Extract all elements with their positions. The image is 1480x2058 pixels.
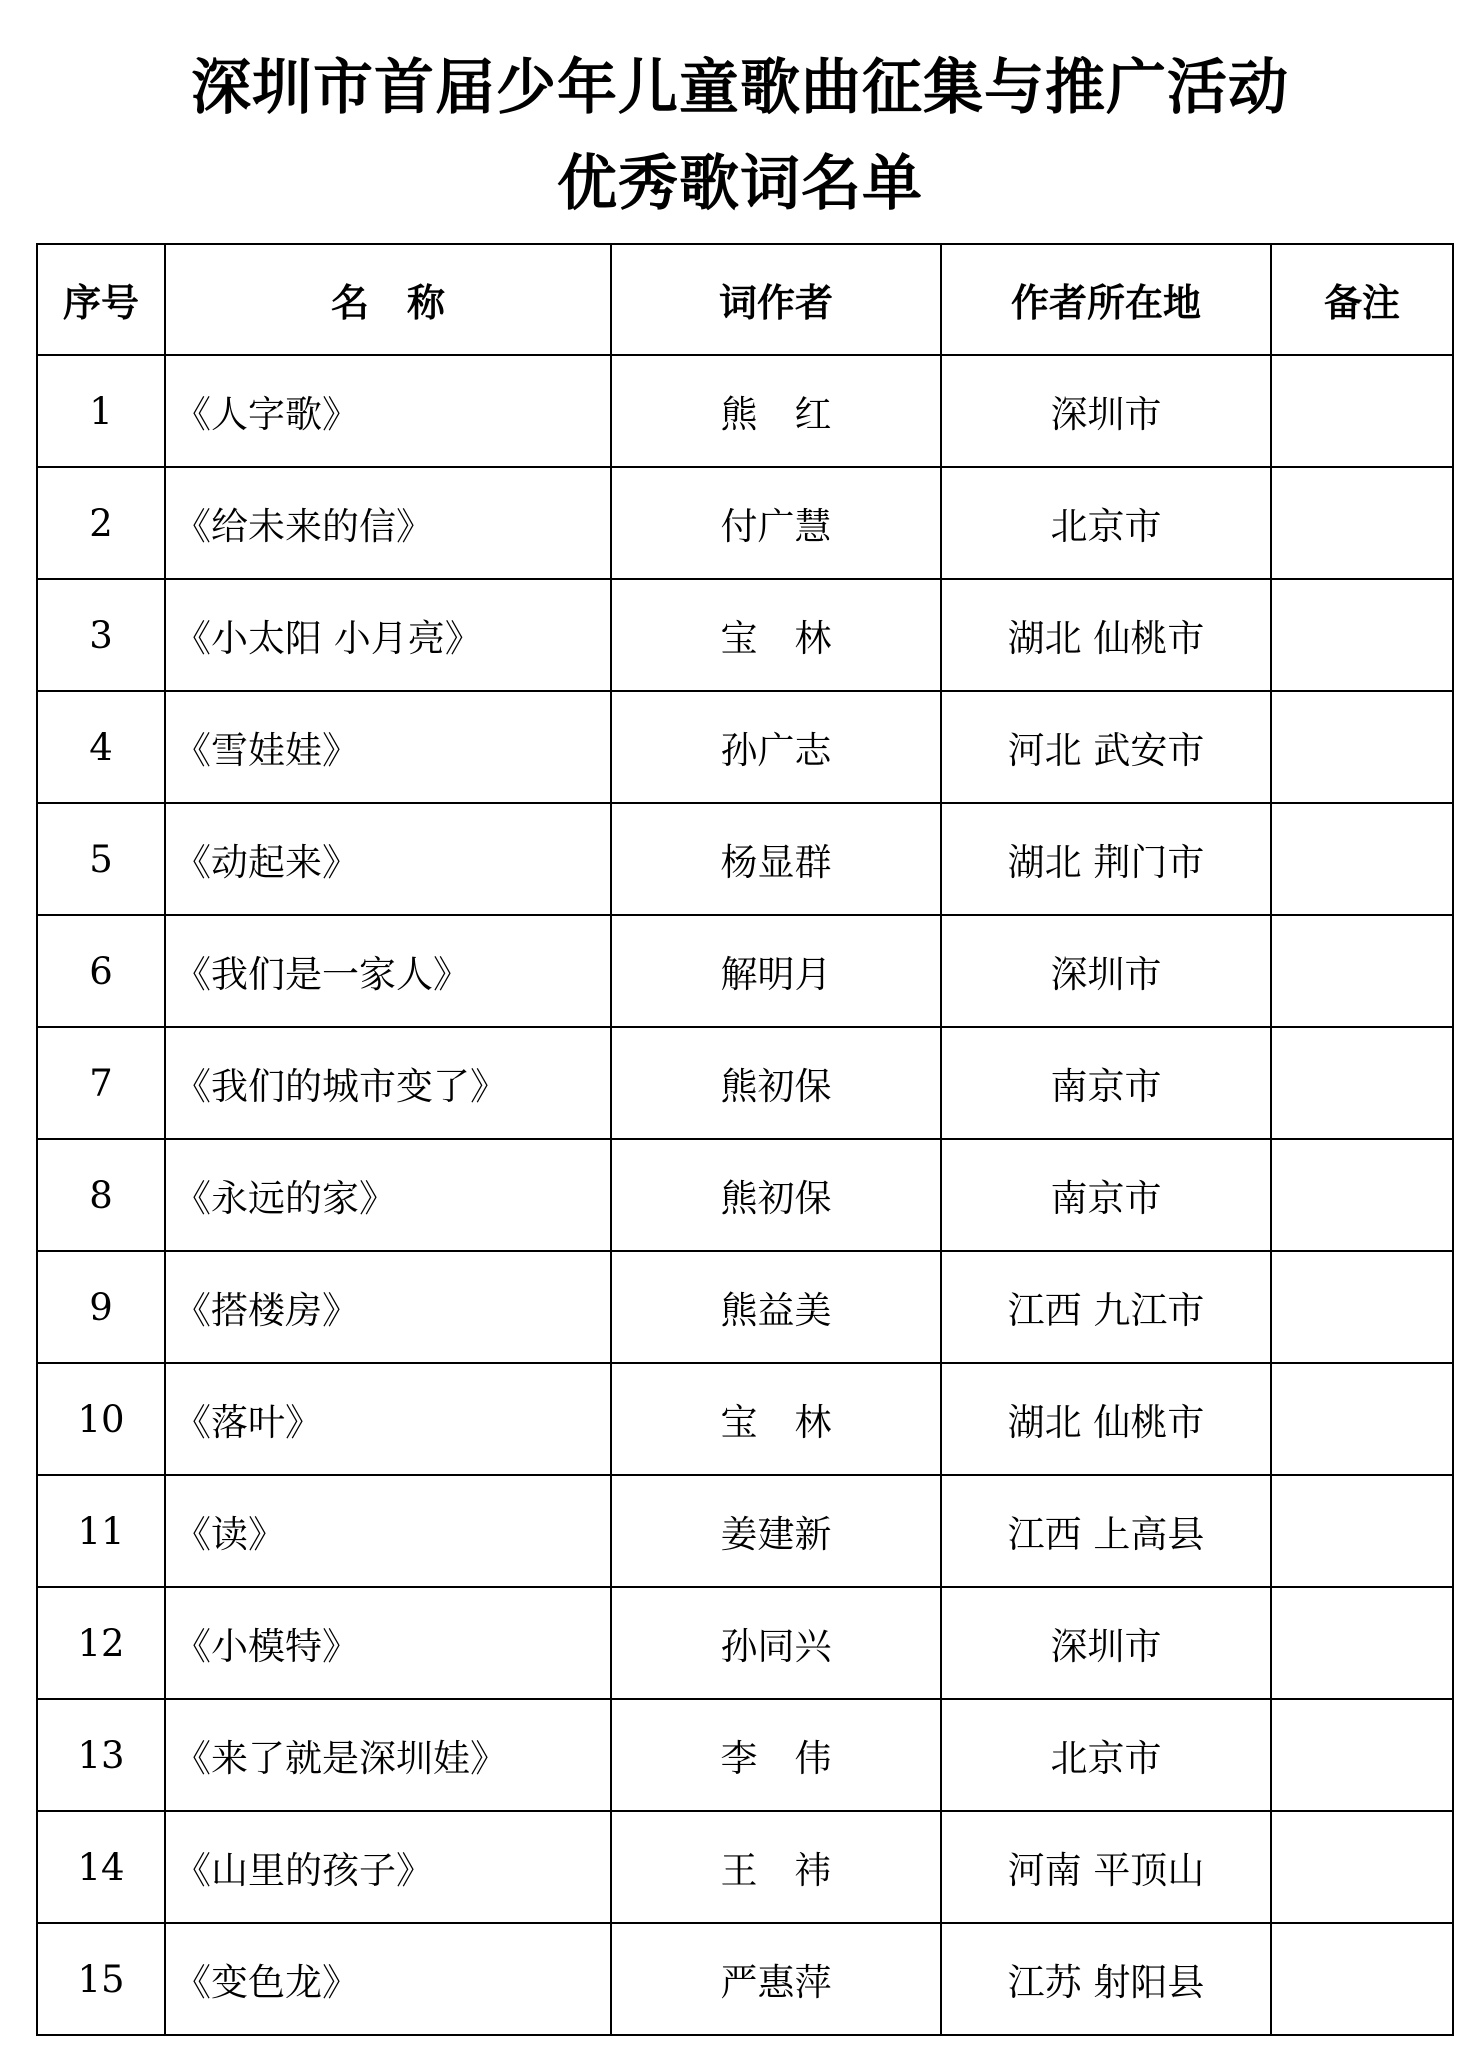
title-line-2: 优秀歌词名单 bbox=[557, 149, 923, 219]
table-row bbox=[37, 579, 1453, 691]
header-location: 作者所在地 bbox=[941, 244, 1271, 355]
header-row bbox=[37, 244, 1453, 355]
table-row bbox=[37, 467, 1453, 579]
row-note bbox=[1271, 1139, 1453, 1251]
row-author: 解明月 bbox=[611, 915, 941, 1027]
row-song-title: 《我们是一家人》 bbox=[165, 915, 611, 1027]
table-row bbox=[37, 1923, 1453, 2035]
row-note bbox=[1271, 1027, 1453, 1139]
row-location: 江西 九江市 bbox=[941, 1251, 1271, 1363]
table-row bbox=[37, 803, 1453, 915]
row-location: 江西 上高县 bbox=[941, 1475, 1271, 1587]
row-song-title: 《雪娃娃》 bbox=[165, 691, 611, 803]
row-index: 13 bbox=[37, 1699, 165, 1811]
row-author: 宝 林 bbox=[611, 1363, 941, 1475]
table-body bbox=[37, 355, 1453, 2035]
row-location: 深圳市 bbox=[941, 355, 1271, 467]
row-index: 6 bbox=[37, 915, 165, 1027]
row-author: 熊初保 bbox=[611, 1027, 941, 1139]
row-author: 李 伟 bbox=[611, 1699, 941, 1811]
row-location: 北京市 bbox=[941, 1699, 1271, 1811]
row-author: 严惠萍 bbox=[611, 1923, 941, 2035]
row-index: 5 bbox=[37, 803, 165, 915]
lyrics-roster-table bbox=[36, 243, 1454, 2036]
table-row bbox=[37, 915, 1453, 1027]
row-author: 孙同兴 bbox=[611, 1587, 941, 1699]
row-song-title: 《永远的家》 bbox=[165, 1139, 611, 1251]
table-row bbox=[37, 1363, 1453, 1475]
table-row bbox=[37, 1027, 1453, 1139]
row-location: 湖北 荆门市 bbox=[941, 803, 1271, 915]
row-index: 15 bbox=[37, 1923, 165, 2035]
table-row bbox=[37, 691, 1453, 803]
table-row bbox=[37, 355, 1453, 467]
row-song-title: 《给未来的信》 bbox=[165, 467, 611, 579]
row-note bbox=[1271, 1587, 1453, 1699]
row-song-title: 《山里的孩子》 bbox=[165, 1811, 611, 1923]
table-row bbox=[37, 1699, 1453, 1811]
row-note bbox=[1271, 1923, 1453, 2035]
row-note bbox=[1271, 803, 1453, 915]
row-author: 熊 红 bbox=[611, 355, 941, 467]
header-index: 序号 bbox=[37, 244, 165, 355]
row-author: 宝 林 bbox=[611, 579, 941, 691]
row-location: 南京市 bbox=[941, 1139, 1271, 1251]
row-song-title: 《变色龙》 bbox=[165, 1923, 611, 2035]
row-location: 湖北 仙桃市 bbox=[941, 1363, 1271, 1475]
row-song-title: 《小模特》 bbox=[165, 1587, 611, 1699]
row-index: 8 bbox=[37, 1139, 165, 1251]
row-note bbox=[1271, 1475, 1453, 1587]
row-note bbox=[1271, 1251, 1453, 1363]
row-index: 1 bbox=[37, 355, 165, 467]
row-index: 2 bbox=[37, 467, 165, 579]
title-line-1: 深圳市首届少年儿童歌曲征集与推广活动 bbox=[191, 53, 1289, 123]
row-song-title: 《读》 bbox=[165, 1475, 611, 1587]
header-author: 词作者 bbox=[611, 244, 941, 355]
header-title: 名 称 bbox=[165, 244, 611, 355]
row-note bbox=[1271, 915, 1453, 1027]
table-row bbox=[37, 1811, 1453, 1923]
row-author: 孙广志 bbox=[611, 691, 941, 803]
table-header bbox=[37, 244, 1453, 355]
document-title bbox=[0, 40, 1480, 232]
row-note bbox=[1271, 355, 1453, 467]
row-author: 王 祎 bbox=[611, 1811, 941, 1923]
row-location: 河北 武安市 bbox=[941, 691, 1271, 803]
table-row bbox=[37, 1587, 1453, 1699]
row-index: 7 bbox=[37, 1027, 165, 1139]
row-note bbox=[1271, 1363, 1453, 1475]
row-note bbox=[1271, 1811, 1453, 1923]
table-row bbox=[37, 1251, 1453, 1363]
row-note bbox=[1271, 467, 1453, 579]
row-index: 14 bbox=[37, 1811, 165, 1923]
row-song-title: 《搭楼房》 bbox=[165, 1251, 611, 1363]
table-row bbox=[37, 1475, 1453, 1587]
row-note bbox=[1271, 1699, 1453, 1811]
row-song-title: 《来了就是深圳娃》 bbox=[165, 1699, 611, 1811]
row-song-title: 《动起来》 bbox=[165, 803, 611, 915]
row-author: 付广慧 bbox=[611, 467, 941, 579]
row-index: 3 bbox=[37, 579, 165, 691]
table-row bbox=[37, 1139, 1453, 1251]
row-index: 11 bbox=[37, 1475, 165, 1587]
row-author: 熊益美 bbox=[611, 1251, 941, 1363]
row-note bbox=[1271, 579, 1453, 691]
row-index: 4 bbox=[37, 691, 165, 803]
row-index: 9 bbox=[37, 1251, 165, 1363]
row-index: 10 bbox=[37, 1363, 165, 1475]
row-song-title: 《我们的城市变了》 bbox=[165, 1027, 611, 1139]
row-location: 深圳市 bbox=[941, 915, 1271, 1027]
row-author: 杨显群 bbox=[611, 803, 941, 915]
row-location: 南京市 bbox=[941, 1027, 1271, 1139]
row-author: 熊初保 bbox=[611, 1139, 941, 1251]
row-index: 12 bbox=[37, 1587, 165, 1699]
row-location: 江苏 射阳县 bbox=[941, 1923, 1271, 2035]
row-location: 北京市 bbox=[941, 467, 1271, 579]
row-note bbox=[1271, 691, 1453, 803]
row-song-title: 《小太阳 小月亮》 bbox=[165, 579, 611, 691]
row-song-title: 《人字歌》 bbox=[165, 355, 611, 467]
row-author: 姜建新 bbox=[611, 1475, 941, 1587]
row-location: 湖北 仙桃市 bbox=[941, 579, 1271, 691]
row-song-title: 《落叶》 bbox=[165, 1363, 611, 1475]
row-location: 深圳市 bbox=[941, 1587, 1271, 1699]
header-note: 备注 bbox=[1271, 244, 1453, 355]
row-location: 河南 平顶山 bbox=[941, 1811, 1271, 1923]
